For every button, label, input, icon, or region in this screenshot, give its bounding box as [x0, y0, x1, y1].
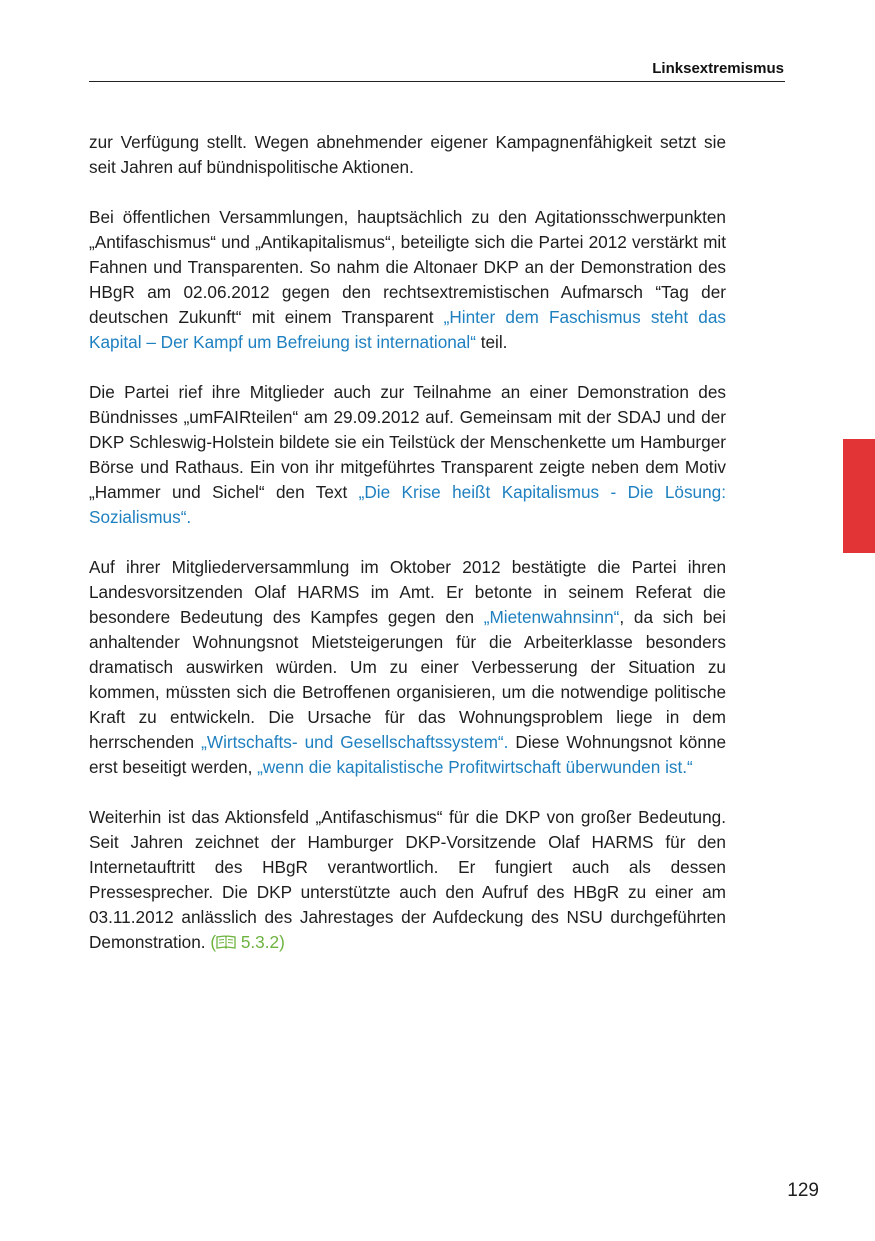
- quote-profitwirtschaft: „wenn die kapitalistische Profitwirtschaft überwunden ist.“: [257, 757, 693, 777]
- running-header-title: Linksextremismus: [652, 60, 784, 77]
- cross-reference-link[interactable]: ( 5.3.2): [210, 932, 285, 952]
- chapter-color-tab: [843, 439, 875, 553]
- paragraph-2: Bei öffentlichen Versammlungen, hauptsächlich zu den Agitationsschwerpunkten „Antifaschismus“ und „Antikapitalismus“, beteiligte sich die Partei 2012 verstärkt mit Fahnen und Transparenten. So nahm die Altonaer DKP an der Demonstration des HBgR am 02.06.2012 gegen den rechtsextremistischen Aufmarsch “Tag der deutschen Zukunft“ mit einem Transparent „Hinter dem Faschismus steht das Kapital – Der Kampf um Befreiung ist international“ teil.: [89, 207, 726, 352]
- book-icon: [216, 935, 236, 949]
- paragraph-1: zur Verfügung stellt. Wegen abnehmender eigener Kampagnenfähigkeit setzt sie seit Jahren auf bündnispolitische Aktionen.: [89, 132, 726, 177]
- quote-krise-kapitalismus: „Die Krise heißt Kapitalismus - Die Lösung: Sozialismus“.: [89, 482, 726, 527]
- header-divider: [89, 81, 785, 82]
- page-number: 129: [787, 1180, 819, 1201]
- quote-transparent-text: „Hinter dem Faschismus steht das Kapital – Der Kampf um Befreiung ist international“: [89, 307, 726, 352]
- paragraph-5: Weiterhin ist das Aktionsfeld „Antifaschismus“ für die DKP von großer Bedeutung. Seit Jahren zeichnet der Hamburger DKP-Vorsitzende Olaf HARMS für den Internetauftritt des HBgR verantwortlich. Er fungiert auch als dessen Pressesprecher. Die DKP unterstützte auch den Aufruf des HBgR zu einer am 03.11.2012 anlässlich des Jahrestages der Aufdeckung des NSU durchgeführten Demonstration. ( 5.3.2): [89, 807, 726, 952]
- paragraph-3: Die Partei rief ihre Mitglieder auch zur Teilnahme an einer Demonstration des Bündnisses „umFAIRteilen“ am 29.09.2012 auf. Gemeinsam mit der SDAJ und der DKP Schleswig-Holstein bildete sie ein Teilstück der Menschenkette um Hamburger Börse und Rathaus. Ein von ihr mitgeführtes Transparent zeigte neben dem Motiv „Hammer und Sichel“ den Text „Die Krise heißt Kapitalismus - Die Lösung: Sozialismus“.: [89, 382, 726, 527]
- quote-wirtschaftssystem: „Wirtschafts- und Gesellschaftssystem“.: [201, 732, 509, 752]
- paragraph-4: Auf ihrer Mitgliederversammlung im Oktober 2012 bestätigte die Partei ihren Landesvorsitzenden Olaf HARMS im Amt. Er betonte in seinem Referat die besondere Bedeutung des Kampfes gegen den „Mietenwahnsinn“, da sich bei anhaltender Wohnungsnot Mietsteigerungen für die Arbeiterklasse besonders dramatisch auswirken würden. Um zu einer Verbesserung der Situation zu kommen, müssten sich die Betroffenen organisieren, um die notwendige politische Kraft zu entwickeln. Die Ursache für das Wohnungsproblem liege in dem herrschenden „Wirtschafts- und Gesellschaftssystem“. Diese Wohnungsnot könne erst beseitigt werden, „wenn die kapitalistische Profitwirtschaft überwunden ist.“: [89, 557, 726, 777]
- quote-mietenwahnsinn: „Mietenwahnsinn“: [483, 607, 620, 627]
- body-text: [89, 130, 726, 980]
